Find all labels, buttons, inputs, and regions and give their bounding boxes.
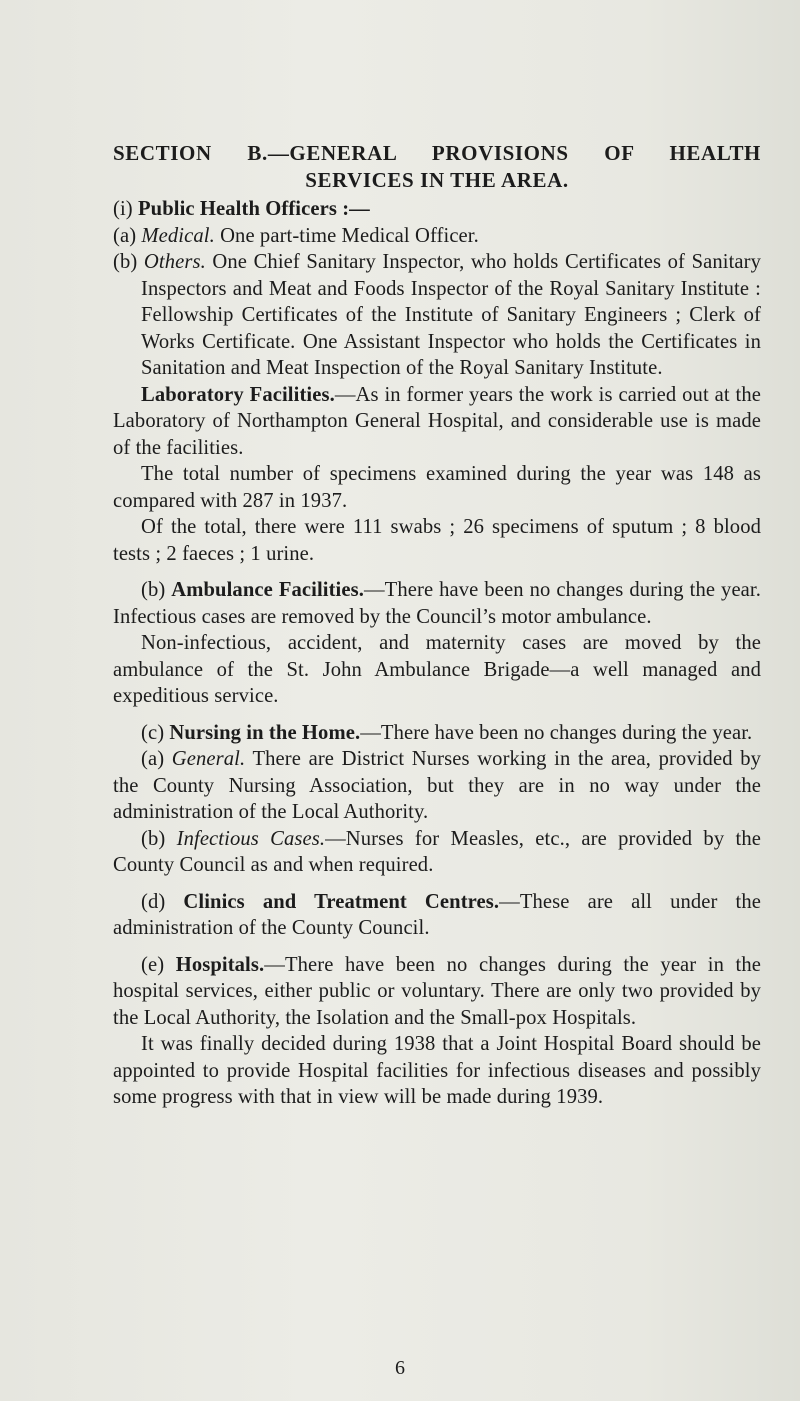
hospitals-paragraph [113,952,761,1032]
officers-medical [113,223,761,250]
officers-others [113,249,761,382]
laboratory-text: —As in former years the work is carried out at the Laboratory of Northampton General Hospital, and considerable use is made of the facilities. [113,383,761,459]
nursing-heading: Nursing in the Home. [169,721,361,744]
medical-label: Medical. [141,224,215,247]
hospitals-marker: (e) [141,953,165,976]
officers-heading-text: Public Health Officers :— [138,198,370,220]
clinics-marker: (d) [141,890,166,913]
others-marker: (b) [113,251,138,273]
nursing-marker: (c) [141,721,165,744]
clinics-paragraph [113,889,761,942]
nursing-infectious [113,826,761,879]
page-content [113,140,761,1111]
ambulance-heading: Ambulance Facilities. [171,579,364,601]
ambulance-paragraph [113,577,761,630]
hospitals-paragraph-2: It was finally decided during 1938 that a Joint Hospital Board should be appointed to provide Hospital facilities for infectious diseases and possibly some progress with that in view will be made during 1939. [113,1033,761,1108]
officers-heading [113,196,761,223]
others-label: Others. [143,251,206,273]
nursing-paragraph [113,720,761,747]
clinics-text: —These are all under the administration of the County Council. [113,890,761,939]
ambulance-marker: (b) [141,579,166,601]
nursing-infectious-label: Infectious Cases. [176,827,326,850]
clinics-heading: Clinics and Treatment Centres. [183,890,500,913]
section-title-line-1: SECTION B.—GENERAL PROVISIONS OF HEALTH [113,141,761,165]
medical-marker: (a) [113,224,137,247]
laboratory-paragraph [113,382,761,462]
nursing-general-text: There are District Nurses working in the area, provided by the County Nursing Association, but they are in no way under the administration of the Local Authority. [113,748,761,823]
medical-text: One part-time Medical Officer. [220,224,479,247]
nursing-infectious-text: —Nurses for Measles, etc., are provided by the County Council as and when required. [113,827,761,876]
laboratory-paragraph-3: Of the total, there were 111 swabs ; 26 specimens of sputum ; 8 blood tests ; 2 faeces ; 1 urine. [113,516,761,565]
nursing-general-marker: (a) [141,748,165,770]
others-text: One Chief Sanitary Inspector, who holds Certificates of Sanitary Inspectors and Meat and Foods Inspector of the Royal Sanitary Institute : Fellowship Certificates of the Institute of Sanitary Engineers ; Clerk of Works Certificate. One Assistant Inspector who holds the Certificates in Sanitation and Meat Inspection of the Royal Sanitary Institute. [141,251,762,379]
ambulance-text: —There have been no changes during the year. Infectious cases are removed by the Council’s motor ambulance. [113,579,761,628]
ambulance-paragraph-2: Non-infectious, accident, and maternity cases are moved by the ambulance of the St. John Ambulance Brigade—a well managed and expeditious service. [113,632,761,707]
officers-marker: (i) [113,198,133,220]
nursing-text: —There have been no changes during the year. [360,721,753,744]
nursing-infectious-marker: (b) [141,827,166,850]
laboratory-heading: Laboratory Facilities. [141,383,335,406]
nursing-general [113,746,761,826]
hospitals-text: —There have been no changes during the year in the hospital services, either public or voluntary. There are only two provided by the Local Authority, the Isolation and the Small-pox Hospitals. [113,953,762,1029]
laboratory-paragraph-2: The total number of specimens examined during the year was 148 as compared with 287 in 1937. [113,463,761,512]
hospitals-heading: Hospitals. [175,953,265,976]
section-title-line-2: SERVICES IN THE AREA. [305,168,569,192]
nursing-general-label: General. [171,748,246,770]
page-number: 6 [395,1357,405,1379]
